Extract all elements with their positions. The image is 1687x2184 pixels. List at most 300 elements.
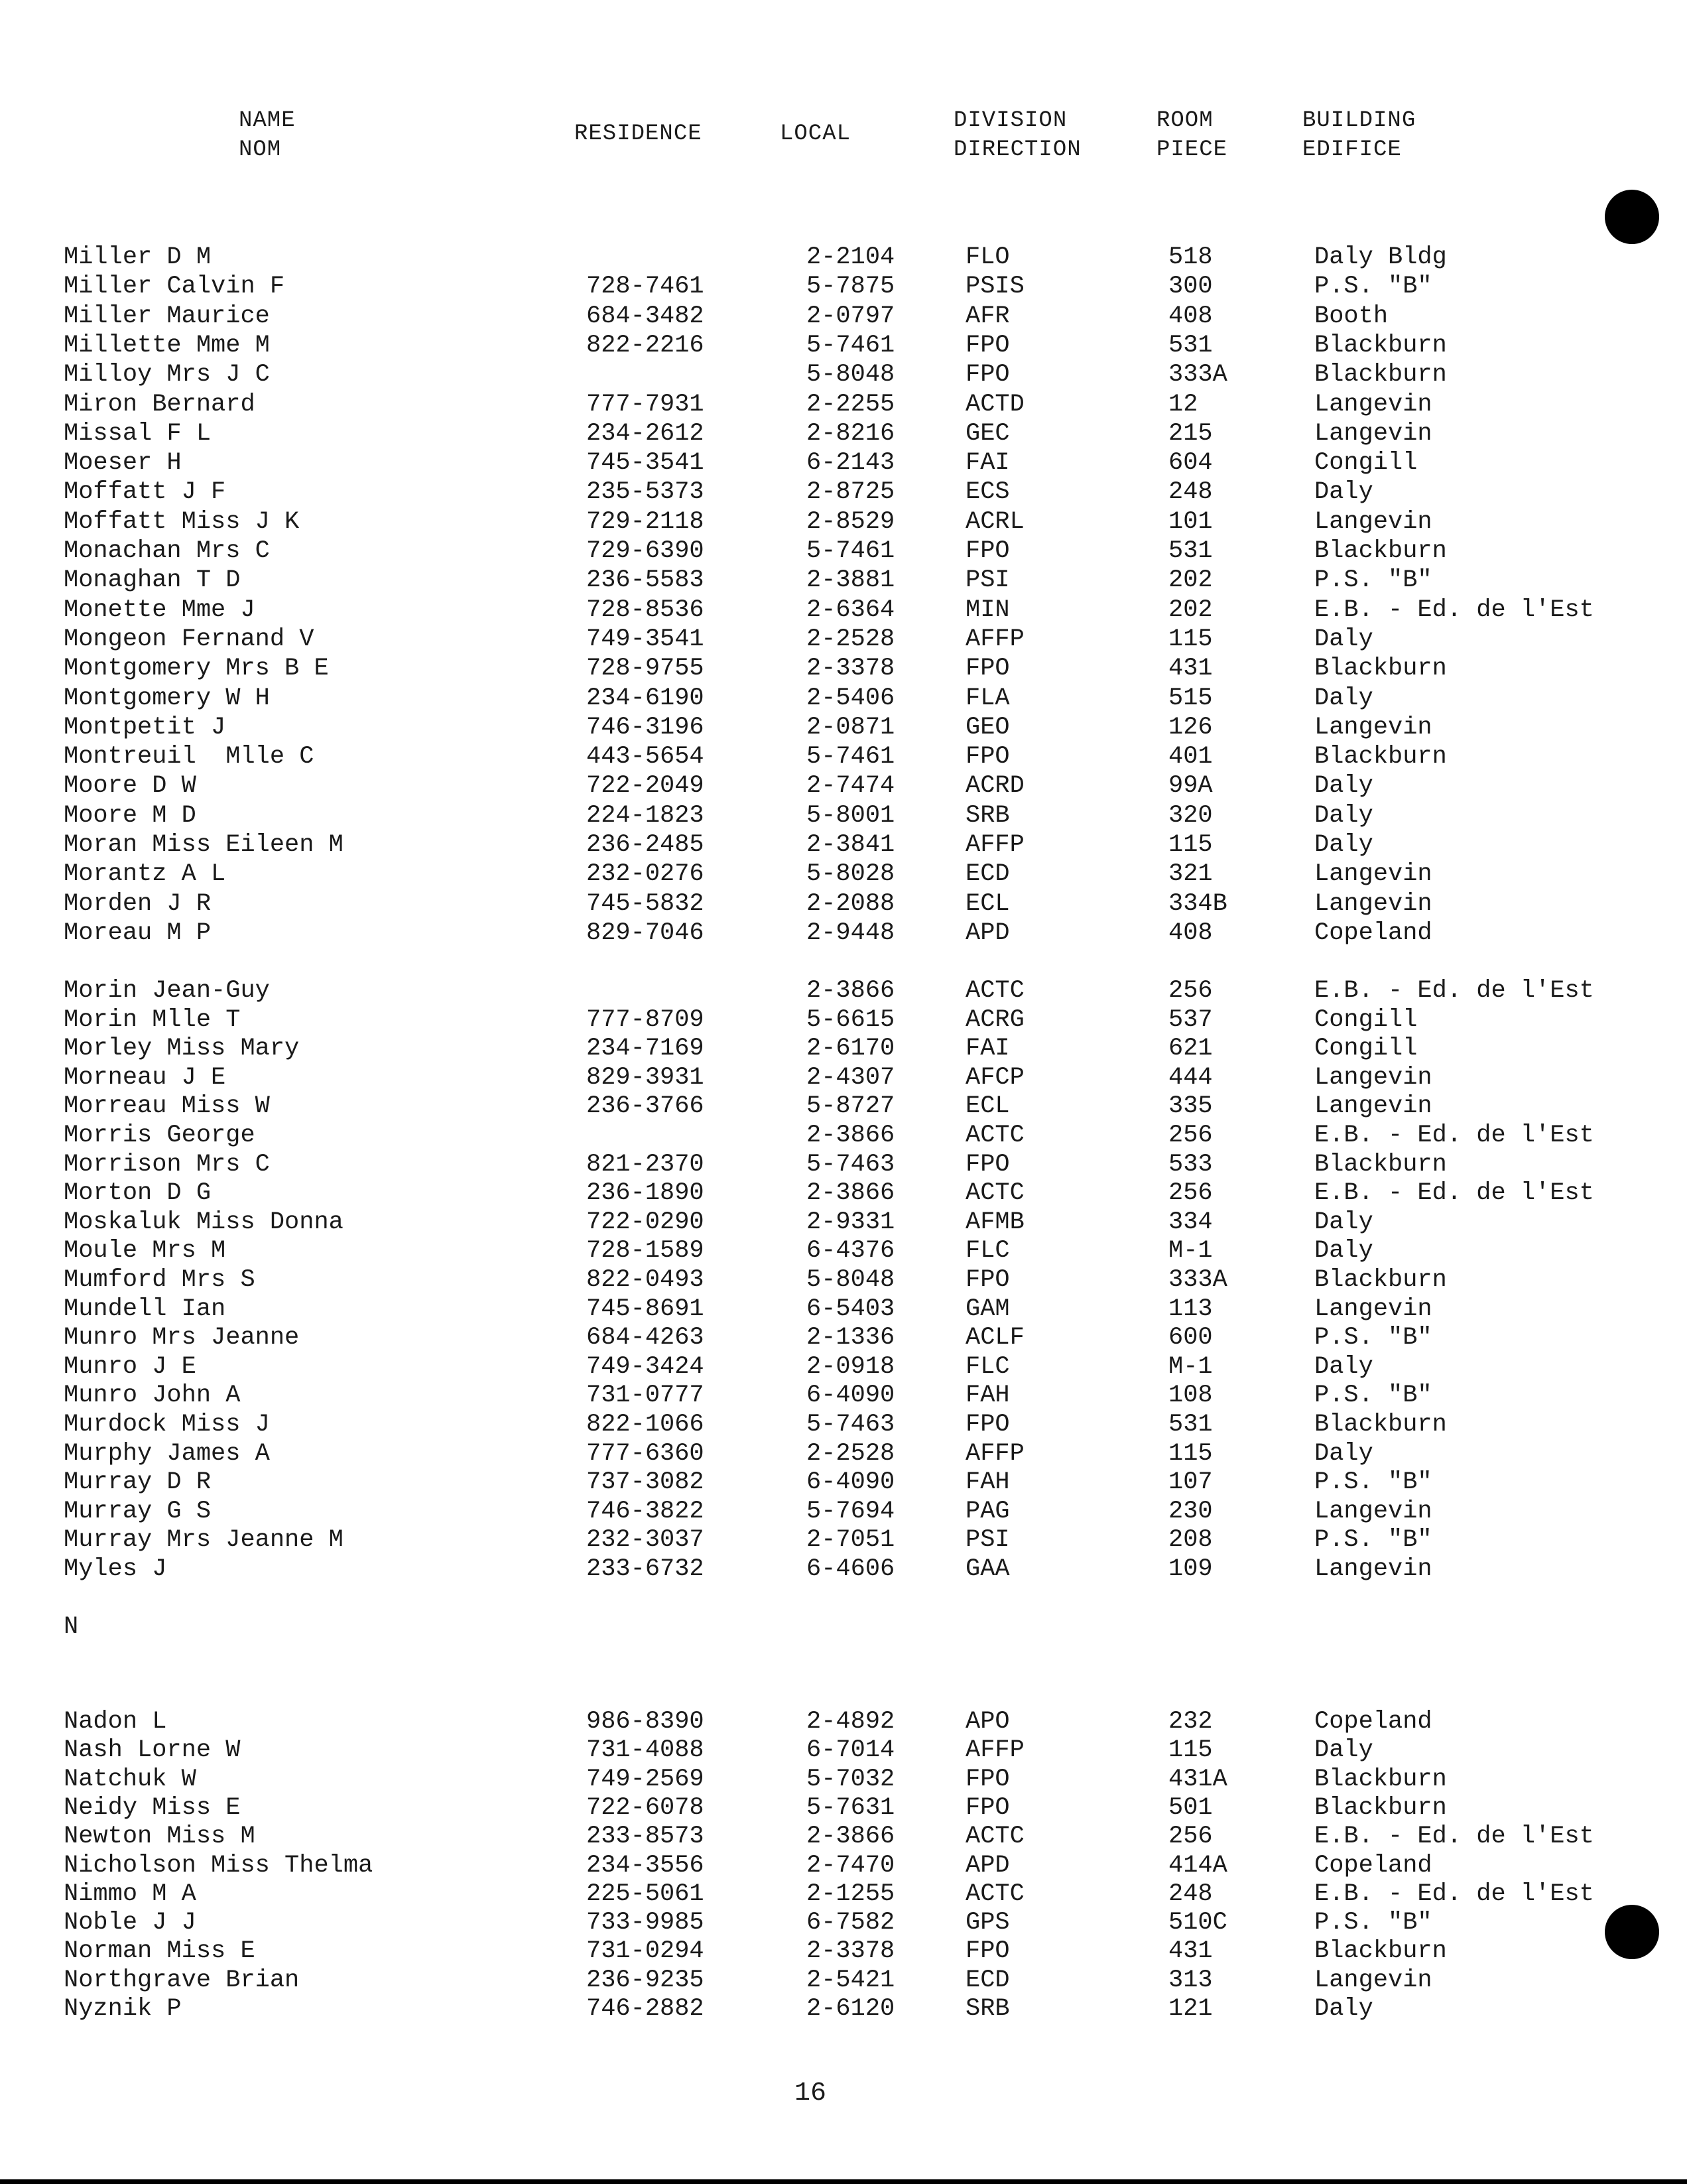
cell-div: GEO <box>966 714 1010 741</box>
cell-res: 746-2882 <box>586 1995 704 2023</box>
cell-room: 126 <box>1168 714 1213 741</box>
cell-bldg: E.B. - Ed. de l'Est <box>1314 1122 1594 1149</box>
cell-room: 431A <box>1168 1766 1227 1793</box>
cell-room: 256 <box>1168 1179 1213 1207</box>
table-row <box>0 302 1687 331</box>
table-row <box>0 1966 1687 1995</box>
table-row <box>0 1150 1687 1179</box>
table-row <box>0 1121 1687 1150</box>
cell-loc: 2-6170 <box>806 1035 895 1062</box>
cell-bldg: Blackburn <box>1314 1266 1447 1294</box>
cell-loc: 2-6120 <box>806 1995 895 2023</box>
cell-div: AFFP <box>966 831 1025 859</box>
cell-room: 115 <box>1168 625 1213 653</box>
cell-res: 232-0276 <box>586 860 704 888</box>
cell-name: Morin Jean-Guy <box>64 977 270 1005</box>
cell-bldg: Langevin <box>1314 1555 1432 1583</box>
cell-res: 737-3082 <box>586 1468 704 1496</box>
cell-div: PAG <box>966 1498 1010 1525</box>
cell-name: Monachan Mrs C <box>64 537 270 565</box>
cell-name: Noble J J <box>64 1909 196 1937</box>
cell-name: Morris George <box>64 1122 255 1149</box>
cell-room: 533 <box>1168 1151 1213 1179</box>
cell-div: GPS <box>966 1909 1010 1937</box>
header-division-fr: DIRECTION <box>954 137 1082 162</box>
table-row <box>0 889 1687 919</box>
cell-div: PSIS <box>966 273 1025 300</box>
cell-res: 728-1589 <box>586 1237 704 1265</box>
cell-bldg: Daly <box>1314 772 1373 800</box>
cell-name: Murray G S <box>64 1498 212 1525</box>
cell-room: 256 <box>1168 977 1213 1005</box>
cell-name: Montreuil Mlle C <box>64 743 314 771</box>
cell-loc: 5-7032 <box>806 1766 895 1793</box>
cell-name: Nicholson Miss Thelma <box>64 1852 373 1880</box>
cell-loc: 2-3841 <box>806 831 895 859</box>
cell-div: MIN <box>966 596 1010 624</box>
cell-bldg: Blackburn <box>1314 1937 1447 1965</box>
cell-bldg: Daly <box>1314 684 1373 712</box>
cell-name: Nash Lorne W <box>64 1736 241 1764</box>
cell-loc: 2-2255 <box>806 391 895 418</box>
cell-name: Moore M D <box>64 802 196 830</box>
cell-res: 236-3766 <box>586 1092 704 1120</box>
cell-div: AFFP <box>966 1736 1025 1764</box>
cell-name: Nyznik P <box>64 1995 182 2023</box>
cell-room: 115 <box>1168 1736 1213 1764</box>
cell-name: Morton D G <box>64 1179 212 1207</box>
cell-loc: 2-3866 <box>806 1823 895 1850</box>
cell-res: 733-9985 <box>586 1909 704 1937</box>
table-row <box>0 1525 1687 1555</box>
binder-hole <box>1605 190 1659 244</box>
cell-room: 232 <box>1168 1708 1213 1736</box>
cell-loc: 2-3881 <box>806 566 895 594</box>
cell-name: Morreau Miss W <box>64 1092 270 1120</box>
table-row <box>0 419 1687 448</box>
cell-bldg: E.B. - Ed. de l'Est <box>1314 596 1594 624</box>
table-row <box>0 1295 1687 1324</box>
cell-name: Missal F L <box>64 420 212 448</box>
cell-name: Murphy James A <box>64 1440 270 1468</box>
table-row <box>0 713 1687 742</box>
cell-div: SRB <box>966 1995 1010 2023</box>
cell-name: Morden J R <box>64 890 212 918</box>
cell-bldg: Langevin <box>1314 1295 1432 1323</box>
table-row <box>0 1822 1687 1851</box>
cell-loc: 5-8727 <box>806 1092 895 1120</box>
cell-res: 235-5373 <box>586 478 704 506</box>
cell-name: Munro J E <box>64 1353 196 1381</box>
cell-res: 749-3541 <box>586 625 704 653</box>
cell-name: Munro John A <box>64 1381 241 1409</box>
cell-name: Moule Mrs M <box>64 1237 226 1265</box>
cell-loc: 5-7631 <box>806 1794 895 1822</box>
table-row <box>0 566 1687 595</box>
cell-bldg: P.S. "B" <box>1314 1909 1432 1937</box>
cell-room: 531 <box>1168 537 1213 565</box>
header-room <box>1156 106 1227 164</box>
cell-div: FLA <box>966 684 1010 712</box>
cell-loc: 2-1255 <box>806 1880 895 1908</box>
cell-bldg: Langevin <box>1314 1092 1432 1120</box>
cell-name: Northgrave Brian <box>64 1966 300 1994</box>
cell-name: Moffatt Miss J K <box>64 508 300 536</box>
header-name <box>239 106 296 164</box>
cell-loc: 5-6615 <box>806 1006 895 1034</box>
table-row <box>0 1937 1687 1966</box>
cell-loc: 2-2528 <box>806 1440 895 1468</box>
cell-res: 822-0493 <box>586 1266 704 1294</box>
cell-room: 408 <box>1168 919 1213 947</box>
cell-res: 986-8390 <box>586 1708 704 1736</box>
cell-bldg: E.B. - Ed. de l'Est <box>1314 977 1594 1005</box>
header-local: LOCAL <box>780 121 851 147</box>
cell-bldg: Langevin <box>1314 1064 1432 1092</box>
cell-room: 531 <box>1168 332 1213 359</box>
cell-div: FAI <box>966 449 1010 477</box>
header-division-en: DIVISION <box>954 108 1068 133</box>
cell-room: 215 <box>1168 420 1213 448</box>
cell-room: 401 <box>1168 743 1213 771</box>
cell-bldg: Daly <box>1314 1995 1373 2023</box>
cell-res: 777-8709 <box>586 1006 704 1034</box>
cell-bldg: E.B. - Ed. de l'Est <box>1314 1823 1594 1850</box>
cell-loc: 2-1336 <box>806 1324 895 1352</box>
cell-room: 202 <box>1168 566 1213 594</box>
cell-name: Montpetit J <box>64 714 226 741</box>
cell-room: 408 <box>1168 302 1213 330</box>
cell-room: 300 <box>1168 273 1213 300</box>
table-row <box>0 360 1687 389</box>
cell-div: ECD <box>966 1966 1010 1994</box>
table-row <box>0 1352 1687 1381</box>
cell-name: Montgomery Mrs B E <box>64 655 329 682</box>
table-row <box>0 1908 1687 1937</box>
cell-room: 256 <box>1168 1823 1213 1850</box>
table-row <box>0 1410 1687 1439</box>
cell-res: 746-3196 <box>586 714 704 741</box>
cell-bldg: Blackburn <box>1314 332 1447 359</box>
cell-div: FPO <box>966 361 1010 389</box>
cell-name: Morley Miss Mary <box>64 1035 300 1062</box>
cell-div: ACRD <box>966 772 1025 800</box>
cell-loc: 2-3378 <box>806 1937 895 1965</box>
cell-loc: 2-6364 <box>806 596 895 624</box>
cell-name: Nadon L <box>64 1708 167 1736</box>
cell-name: Mongeon Fernand V <box>64 625 314 653</box>
section-letter: N <box>64 1613 79 1641</box>
cell-div: ACRL <box>966 508 1025 536</box>
cell-loc: 2-0871 <box>806 714 895 741</box>
cell-div: PSI <box>966 1526 1010 1554</box>
cell-name: Monette Mme J <box>64 596 255 624</box>
cell-room: 202 <box>1168 596 1213 624</box>
cell-room: 531 <box>1168 1411 1213 1439</box>
cell-room: 604 <box>1168 449 1213 477</box>
cell-loc: 2-9331 <box>806 1208 895 1236</box>
cell-bldg: Blackburn <box>1314 1766 1447 1793</box>
header-name-en: NAME <box>239 108 296 133</box>
cell-loc: 5-8048 <box>806 361 895 389</box>
cell-div: FPO <box>966 332 1010 359</box>
table-row <box>0 507 1687 537</box>
cell-res: 225-5061 <box>586 1880 704 1908</box>
cell-loc: 2-2088 <box>806 890 895 918</box>
table-row <box>0 1555 1687 1584</box>
cell-name: Morrison Mrs C <box>64 1151 270 1179</box>
cell-name: Morneau J E <box>64 1064 226 1092</box>
cell-div: GAA <box>966 1555 1010 1583</box>
table-row <box>0 331 1687 360</box>
cell-loc: 2-0918 <box>806 1353 895 1381</box>
cell-loc: 6-2143 <box>806 449 895 477</box>
cell-room: 334 <box>1168 1208 1213 1236</box>
cell-name: Neidy Miss E <box>64 1794 241 1822</box>
cell-div: ACLF <box>966 1324 1025 1352</box>
cell-name: Nimmo M A <box>64 1880 196 1908</box>
cell-res: 731-0777 <box>586 1381 704 1409</box>
cell-div: FPO <box>966 537 1010 565</box>
cell-bldg: Daly <box>1314 1208 1373 1236</box>
cell-room: 333A <box>1168 361 1227 389</box>
table-row <box>0 919 1687 948</box>
cell-room: 208 <box>1168 1526 1213 1554</box>
cell-bldg: Langevin <box>1314 714 1432 741</box>
cell-loc: 2-3866 <box>806 1122 895 1149</box>
cell-loc: 2-4892 <box>806 1708 895 1736</box>
cell-room: 515 <box>1168 684 1213 712</box>
cell-loc: 5-7461 <box>806 743 895 771</box>
cell-div: SRB <box>966 802 1010 830</box>
cell-name: Miller Calvin F <box>64 273 285 300</box>
table-row <box>0 478 1687 507</box>
header-building-fr: EDIFICE <box>1302 137 1402 162</box>
cell-loc: 5-8028 <box>806 860 895 888</box>
cell-bldg: P.S. "B" <box>1314 566 1432 594</box>
cell-room: 431 <box>1168 1937 1213 1965</box>
cell-div: AFFP <box>966 1440 1025 1468</box>
cell-room: 256 <box>1168 1122 1213 1149</box>
cell-res: 236-1890 <box>586 1179 704 1207</box>
cell-name: Newton Miss M <box>64 1823 255 1850</box>
cell-div: FPO <box>966 1766 1010 1793</box>
cell-name: Moran Miss Eileen M <box>64 831 344 859</box>
cell-room: 600 <box>1168 1324 1213 1352</box>
cell-loc: 2-3866 <box>806 977 895 1005</box>
cell-div: FLC <box>966 1237 1010 1265</box>
cell-loc: 5-8048 <box>806 1266 895 1294</box>
table-row <box>0 1063 1687 1092</box>
cell-res: 822-2216 <box>586 332 704 359</box>
table-row <box>0 1034 1687 1063</box>
table-row <box>0 448 1687 478</box>
cell-name: Monaghan T D <box>64 566 241 594</box>
cell-bldg: E.B. - Ed. de l'Est <box>1314 1179 1594 1207</box>
cell-loc: 2-5421 <box>806 1966 895 1994</box>
cell-name: Natchuk W <box>64 1766 196 1793</box>
cell-res: 722-0290 <box>586 1208 704 1236</box>
table-row <box>0 801 1687 830</box>
cell-bldg: P.S. "B" <box>1314 1468 1432 1496</box>
cell-bldg: Booth <box>1314 302 1389 330</box>
cell-div: GAM <box>966 1295 1010 1323</box>
cell-bldg: Blackburn <box>1314 1411 1447 1439</box>
cell-loc: 6-4606 <box>806 1555 895 1583</box>
cell-bldg: Langevin <box>1314 508 1432 536</box>
cell-res: 234-3556 <box>586 1852 704 1880</box>
cell-room: 320 <box>1168 802 1213 830</box>
cell-div: ACRG <box>966 1006 1025 1034</box>
cell-res: 729-6390 <box>586 537 704 565</box>
header-room-fr: PIECE <box>1156 137 1228 162</box>
cell-name: Moskaluk Miss Donna <box>64 1208 344 1236</box>
cell-bldg: Daly Bldg <box>1314 243 1447 271</box>
cell-bldg: P.S. "B" <box>1314 1324 1432 1352</box>
cell-div: ECD <box>966 860 1010 888</box>
cell-loc: 5-7694 <box>806 1498 895 1525</box>
cell-res: 749-3424 <box>586 1353 704 1381</box>
cell-res: 728-8536 <box>586 596 704 624</box>
cell-bldg: Daly <box>1314 478 1373 506</box>
cell-res: 829-3931 <box>586 1064 704 1092</box>
cell-loc: 6-4376 <box>806 1237 895 1265</box>
cell-div: PSI <box>966 566 1010 594</box>
cell-loc: 2-7474 <box>806 772 895 800</box>
cell-res: 722-2049 <box>586 772 704 800</box>
cell-room: 248 <box>1168 1880 1213 1908</box>
cell-div: ECS <box>966 478 1010 506</box>
cell-name: Millette Mme M <box>64 332 270 359</box>
cell-res: 233-6732 <box>586 1555 704 1583</box>
table-row <box>0 1323 1687 1352</box>
cell-div: FPO <box>966 655 1010 682</box>
cell-loc: 2-5406 <box>806 684 895 712</box>
cell-div: AFR <box>966 302 1010 330</box>
cell-bldg: E.B. - Ed. de l'Est <box>1314 1880 1594 1908</box>
cell-div: FPO <box>966 1266 1010 1294</box>
table-row <box>0 1793 1687 1823</box>
table-row <box>0 1439 1687 1468</box>
cell-name: Murdock Miss J <box>64 1411 270 1439</box>
cell-name: Mundell Ian <box>64 1295 226 1323</box>
cell-room: 248 <box>1168 478 1213 506</box>
cell-res: 731-4088 <box>586 1736 704 1764</box>
cell-loc: 5-7875 <box>806 273 895 300</box>
cell-res: 746-3822 <box>586 1498 704 1525</box>
cell-div: GEC <box>966 420 1010 448</box>
table-row <box>0 976 1687 1005</box>
table-row <box>0 625 1687 654</box>
table-row <box>0 243 1687 272</box>
cell-bldg: Daly <box>1314 831 1373 859</box>
cell-room: 621 <box>1168 1035 1213 1062</box>
cell-room: 431 <box>1168 655 1213 682</box>
cell-res: 829-7046 <box>586 919 704 947</box>
cell-res: 234-6190 <box>586 684 704 712</box>
cell-res: 777-6360 <box>586 1440 704 1468</box>
cell-res: 722-6078 <box>586 1794 704 1822</box>
table-row <box>0 1994 1687 2023</box>
cell-res: 232-3037 <box>586 1526 704 1554</box>
cell-bldg: Daly <box>1314 625 1373 653</box>
cell-loc: 2-4307 <box>806 1064 895 1092</box>
cell-room: 444 <box>1168 1064 1213 1092</box>
cell-bldg: Blackburn <box>1314 1151 1447 1179</box>
table-row <box>0 1851 1687 1880</box>
cell-loc: 2-2104 <box>806 243 895 271</box>
cell-bldg: Copeland <box>1314 1708 1432 1736</box>
table-row <box>0 537 1687 566</box>
cell-name: Montgomery W H <box>64 684 270 712</box>
cell-bldg: Daly <box>1314 802 1373 830</box>
cell-div: FPO <box>966 1794 1010 1822</box>
cell-room: 107 <box>1168 1468 1213 1496</box>
cell-div: ACTC <box>966 1179 1025 1207</box>
cell-bldg: Langevin <box>1314 1966 1432 1994</box>
cell-div: AFFP <box>966 625 1025 653</box>
cell-bldg: Langevin <box>1314 890 1432 918</box>
cell-room: 109 <box>1168 1555 1213 1583</box>
binder-hole <box>1605 1905 1659 1959</box>
cell-div: ACTD <box>966 391 1025 418</box>
cell-bldg: Blackburn <box>1314 655 1447 682</box>
cell-res: 234-7169 <box>586 1035 704 1062</box>
table-row <box>0 390 1687 419</box>
cell-room: 108 <box>1168 1381 1213 1409</box>
cell-loc: 2-3378 <box>806 655 895 682</box>
cell-loc: 2-7470 <box>806 1852 895 1880</box>
cell-name: Murray Mrs Jeanne M <box>64 1526 344 1554</box>
bottom-rule <box>0 2179 1687 2184</box>
table-row <box>0 1765 1687 1794</box>
cell-res: 745-5832 <box>586 890 704 918</box>
cell-room: 121 <box>1168 1995 1213 2023</box>
cell-bldg: Copeland <box>1314 919 1432 947</box>
cell-room: 510C <box>1168 1909 1227 1937</box>
cell-bldg: Blackburn <box>1314 1794 1447 1822</box>
cell-bldg: Langevin <box>1314 391 1432 418</box>
cell-bldg: Langevin <box>1314 860 1432 888</box>
cell-name: Miron Bernard <box>64 391 255 418</box>
cell-bldg: Daly <box>1314 1736 1373 1764</box>
table-row <box>0 1236 1687 1265</box>
cell-loc: 6-5403 <box>806 1295 895 1323</box>
table-row <box>0 1707 1687 1736</box>
table-row <box>0 654 1687 683</box>
cell-room: 321 <box>1168 860 1213 888</box>
cell-bldg: Langevin <box>1314 420 1432 448</box>
header-residence: RESIDENCE <box>574 121 702 147</box>
cell-res: 224-1823 <box>586 802 704 830</box>
cell-room: 230 <box>1168 1498 1213 1525</box>
header-building-en: BUILDING <box>1302 108 1416 133</box>
cell-loc: 5-7461 <box>806 537 895 565</box>
cell-room: 115 <box>1168 831 1213 859</box>
cell-div: FPO <box>966 743 1010 771</box>
cell-loc: 2-0797 <box>806 302 895 330</box>
cell-name: Miller D M <box>64 243 212 271</box>
header-name-fr: NOM <box>239 137 282 162</box>
cell-loc: 5-8001 <box>806 802 895 830</box>
header-building <box>1302 106 1416 164</box>
cell-room: 335 <box>1168 1092 1213 1120</box>
cell-room: 12 <box>1168 391 1198 418</box>
cell-loc: 6-7014 <box>806 1736 895 1764</box>
cell-bldg: Blackburn <box>1314 361 1447 389</box>
table-row <box>0 1179 1687 1208</box>
cell-res: 443-5654 <box>586 743 704 771</box>
